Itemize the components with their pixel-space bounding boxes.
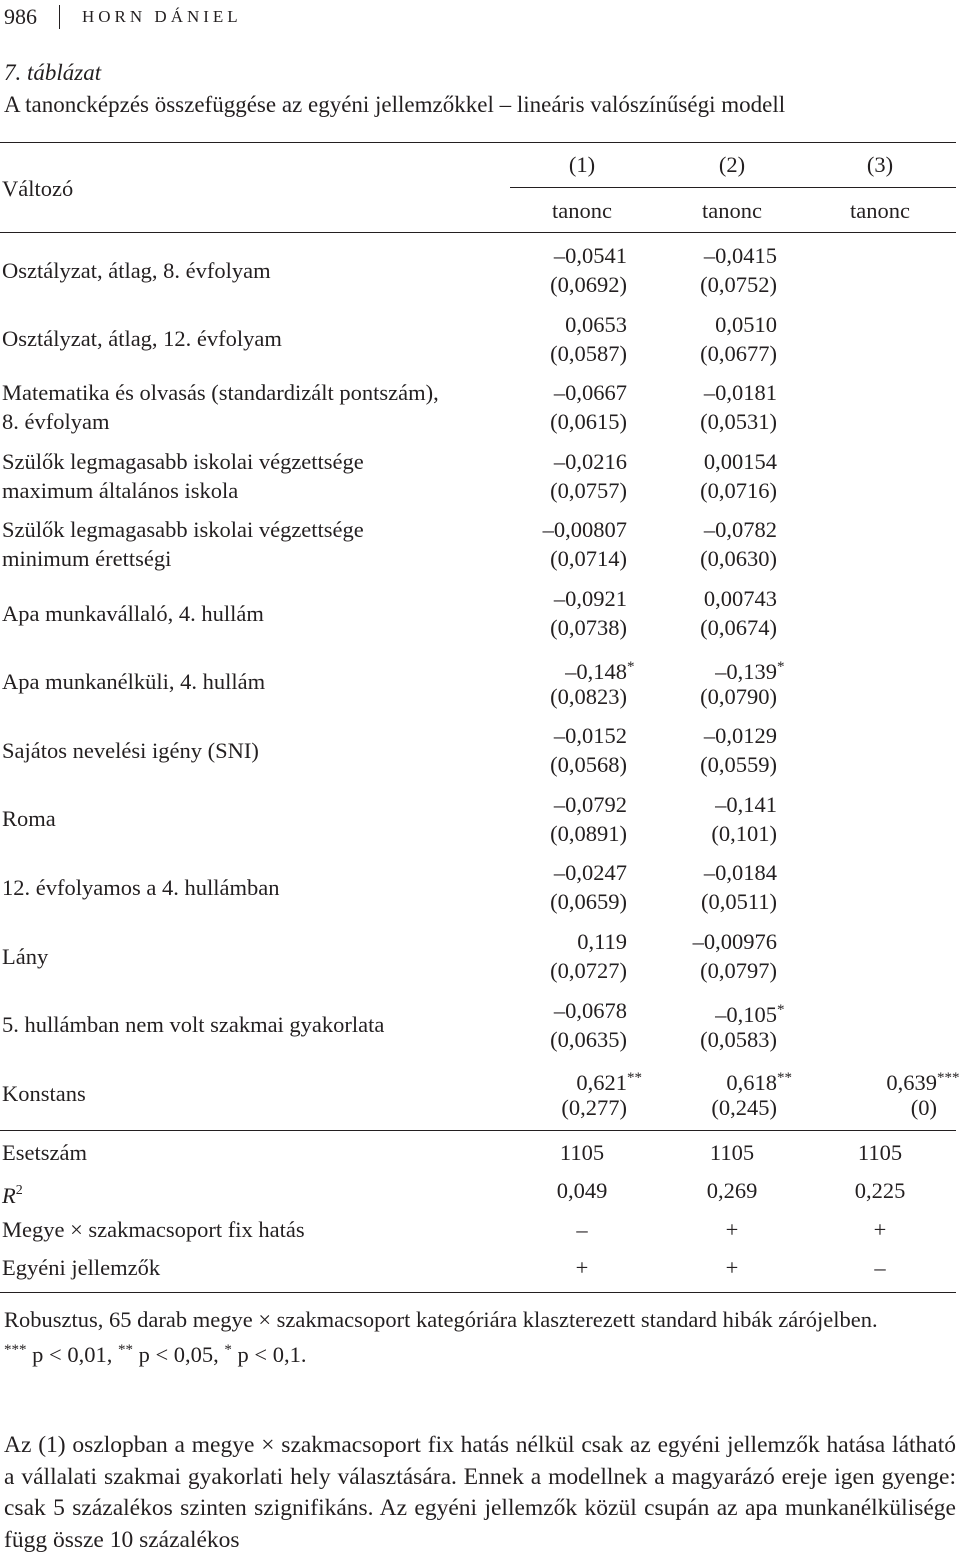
table-bottom-rule	[0, 1292, 956, 1293]
variable-label: 12. évfolyamos a 4. hullámban	[2, 874, 280, 900]
coefficient: 0,618**	[726, 1070, 792, 1096]
standard-error: (0,0757)	[550, 477, 627, 503]
running-head	[4, 2, 242, 32]
coefficient: –0,0247	[553, 860, 627, 886]
coefficient: 0,0510	[715, 311, 777, 337]
coefficient: –0,0152	[553, 723, 627, 749]
coefficients-bottom-rule	[0, 1130, 956, 1131]
coefficient: 0,639***	[886, 1070, 960, 1096]
stat-value: 1105	[857, 1140, 903, 1165]
variable-label: Konstans	[2, 1080, 86, 1106]
coefficient: –0,0678	[553, 997, 627, 1023]
coefficient: 0,0653	[565, 311, 627, 337]
standard-error: (0,0630)	[700, 546, 777, 572]
standard-error: (0,0714)	[550, 546, 627, 572]
standard-error: (0,0659)	[550, 889, 627, 915]
coefficient: –0,141	[715, 791, 777, 817]
coefficient: –0,0921	[553, 586, 627, 611]
coefficient: –0,148*	[565, 658, 635, 684]
standard-error: (0,0716)	[700, 477, 777, 503]
stat-value: 1105	[559, 1140, 605, 1165]
column-outcome-1: tanonc	[552, 198, 612, 223]
standard-error: (0,0823)	[550, 683, 627, 709]
page-number: 986	[4, 4, 37, 29]
standard-error: (0,101)	[711, 820, 777, 846]
standard-error: (0,0568)	[550, 752, 627, 778]
table-note: Robusztus, 65 darab megye × szakmacsoport kategóriára klaszterezett standard hibák zárójelben.	[4, 1307, 878, 1332]
stat-value: 1105	[709, 1140, 755, 1165]
column-number-3: (3)	[866, 152, 894, 177]
standard-error: (0,0891)	[550, 820, 627, 846]
variable-label: Osztályzat, átlag, 8. évfolyam	[2, 257, 271, 283]
standard-error: (0,0790)	[700, 683, 777, 709]
variable-label: Apa munkavállaló, 4. hullám	[2, 600, 264, 626]
stat-value: +	[575, 1255, 589, 1280]
stat-value: 0,049	[556, 1178, 608, 1203]
stat-value: +	[725, 1217, 739, 1242]
stat-value: +	[873, 1217, 887, 1242]
variable-label: 8. évfolyam	[2, 409, 110, 435]
variable-label: Lány	[2, 943, 49, 969]
standard-error: (0,277)	[561, 1095, 627, 1121]
coefficient: –0,0792	[553, 791, 627, 817]
coefficient: –0,139*	[715, 658, 785, 684]
coefficient: –0,0184	[703, 860, 777, 886]
standard-error: (0,0511)	[700, 889, 777, 915]
coefficient: –0,0667	[553, 380, 627, 406]
coefficient: –0,00976	[692, 929, 777, 954]
stat-label: Esetszám	[2, 1140, 87, 1165]
standard-error: (0,0615)	[550, 409, 627, 435]
coefficient: –0,0129	[703, 723, 777, 749]
stat-value: 0,269	[706, 1178, 758, 1203]
stat-label-r-squared: $R^2$	[2, 1183, 23, 1208]
standard-error: (0,0559)	[700, 752, 777, 778]
column-number-2: (2)	[718, 152, 746, 177]
coefficient: 0,119	[577, 929, 627, 954]
table-label: 7. táblázat	[4, 60, 102, 85]
coefficient: –0,0541	[553, 243, 627, 268]
significance-note: *** p < 0,01, ** p < 0,05, * p < 0,1.	[4, 1342, 307, 1367]
variable-label: Roma	[2, 806, 56, 832]
coefficient: –0,00807	[542, 517, 627, 543]
variable-label: Osztályzat, átlag, 12. évfolyam	[2, 326, 282, 352]
variable-label: Sajátos nevelési igény (SNI)	[2, 737, 259, 763]
variable-label: Szülők legmagasabb iskolai végzettsége	[2, 448, 364, 474]
table-notes	[4, 1305, 956, 1370]
standard-error: (0,0727)	[550, 958, 627, 983]
standard-error: (0)	[910, 1095, 937, 1121]
stat-value: 0,225	[854, 1178, 906, 1203]
standard-error: (0,0635)	[550, 1026, 627, 1052]
table-title: A tanoncképzés összefüggése az egyéni jellemzőkkel – lineáris valószínűségi modell	[4, 92, 786, 117]
variable-label: Szülők legmagasabb iskolai végzettsége	[2, 517, 364, 543]
header-bottom-rule	[0, 232, 956, 233]
coefficient: 0,00743	[703, 586, 777, 611]
standard-error: (0,0797)	[700, 958, 777, 983]
stat-label: Egyéni jellemzők	[2, 1255, 161, 1280]
stat-value: –	[576, 1217, 588, 1242]
standard-error: (0,0692)	[550, 272, 627, 297]
coefficient: –0,105*	[715, 1001, 785, 1027]
coefficient: 0,621**	[576, 1070, 642, 1096]
standard-error: (0,0587)	[550, 340, 627, 366]
variable-label: minimum érettségi	[2, 546, 172, 572]
stat-value: –	[874, 1255, 886, 1280]
variable-label: Apa munkanélküli, 4. hullám	[2, 669, 266, 695]
body-paragraph: Az (1) oszlopban a megye × szakmacsoport fix hatás nélkül csak az egyéni jellemzők hatása látható a vállalati szakmai gyakorlati hely választására. Ennek a modellnek a magyarázó ereje igen gyenge: csak 5 százalékos szinten szignifikáns. Az egyéni jellemzők közül csupán az apa munkanélkülisége függ össze 10 százalékos	[4, 1432, 956, 1553]
standard-error: (0,245)	[711, 1095, 777, 1121]
variable-label: Matematika és olvasás (standardizált pontszám),	[2, 380, 439, 406]
stat-value: +	[725, 1255, 739, 1280]
coefficient: 0,00154	[703, 448, 777, 474]
coefficient: –0,0216	[553, 448, 627, 474]
variable-column-header: Változó	[2, 176, 74, 201]
column-group-rule	[510, 187, 956, 188]
variable-label: 5. hullámban nem volt szakmai gyakorlata	[2, 1012, 385, 1038]
standard-error: (0,0583)	[700, 1026, 777, 1052]
column-outcome-3: tanonc	[850, 198, 910, 223]
standard-error: (0,0531)	[700, 409, 777, 435]
column-number-1: (1)	[568, 152, 596, 177]
coefficient: –0,0181	[703, 380, 777, 406]
standard-error: (0,0738)	[550, 615, 627, 640]
coefficient: –0,0415	[703, 243, 777, 268]
stat-label: Megye × szakmacsoport fix hatás	[2, 1217, 305, 1242]
variable-label: maximum általános iskola	[2, 477, 239, 503]
column-outcome-2: tanonc	[702, 198, 762, 223]
standard-error: (0,0674)	[700, 615, 777, 640]
author-name: HORN DÁNIEL	[82, 7, 242, 26]
coefficient: –0,0782	[703, 517, 777, 543]
table-top-rule	[0, 142, 956, 143]
standard-error: (0,0677)	[700, 340, 777, 366]
standard-error: (0,0752)	[700, 272, 777, 297]
header-separator	[59, 5, 60, 29]
